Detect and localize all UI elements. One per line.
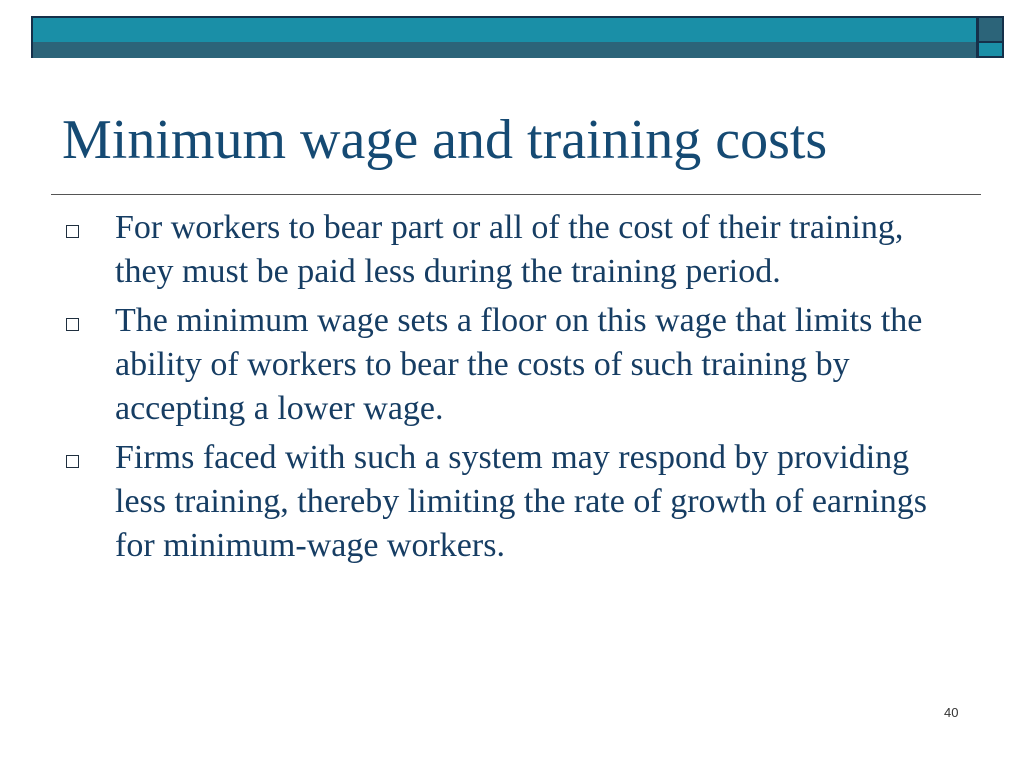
hollow-square-bullet-icon [66,318,79,331]
bullet-text: The minimum wage sets a floor on this wage that limits the ability of workers to bear the costs of such training by accepting a lower wage. [115,302,923,427]
slide-title: Minimum wage and training costs [62,109,828,171]
bullet-text: Firms faced with such a system may respond by providing less training, thereby limiting the rate of growth of earnings for minimum-wage workers. [115,439,928,564]
bullet-text: For workers to bear part or all of the cost of their training, they must be paid less during the training period. [115,209,904,290]
bullet-item [62,436,962,568]
header-corner-square-bottom [977,41,1004,58]
bullet-item [62,299,962,431]
slide-number: 40 [944,705,959,720]
header-decoration-bar [31,16,978,58]
bullet-list [62,206,962,573]
bullet-item [62,206,962,294]
header-corner-square-top [977,16,1004,43]
hollow-square-bullet-icon [66,455,79,468]
header-decoration-stripe [33,42,976,58]
hollow-square-bullet-icon [66,225,79,238]
title-divider [51,194,981,195]
